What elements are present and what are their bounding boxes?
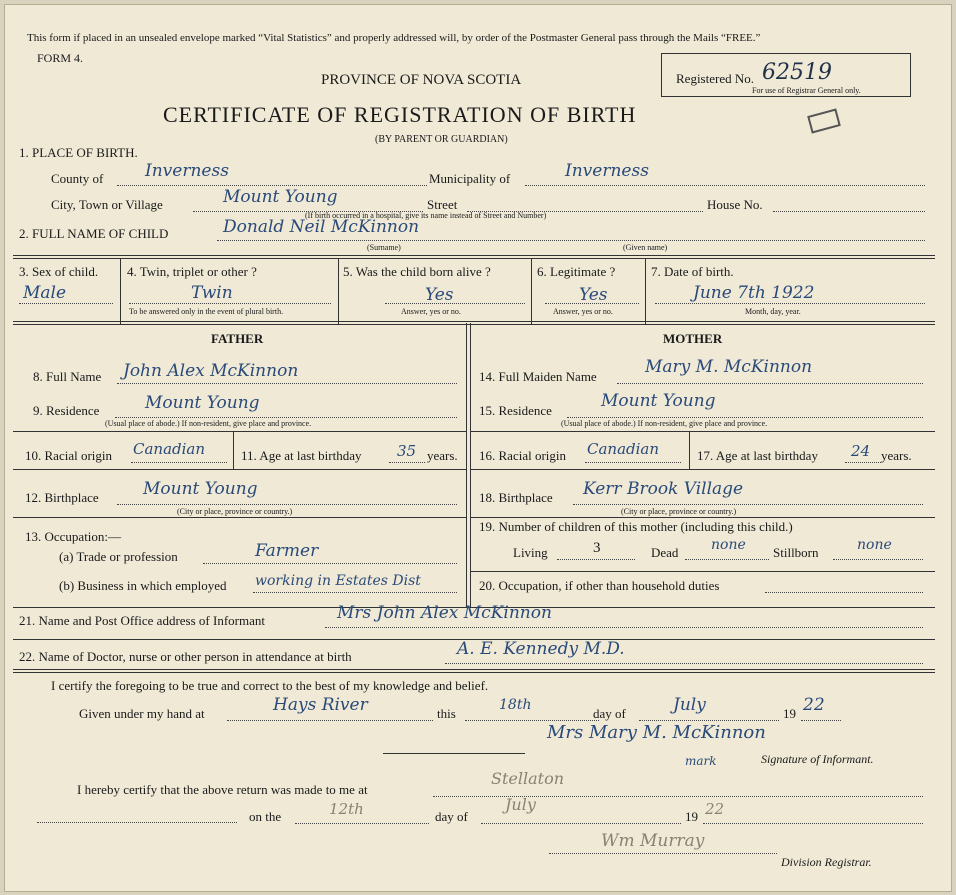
legitimate-value: Yes <box>579 285 608 305</box>
mother-residence-note: (Usual place of abode.) If non-resident, give place and province. <box>561 419 768 428</box>
registrar-day-value: 12th <box>329 800 364 818</box>
given-label: Given under my hand at <box>79 706 205 721</box>
registrar-signature-line <box>549 853 777 854</box>
given-year-line <box>801 720 841 721</box>
mother-age-value: 24 <box>851 442 871 460</box>
mother-residence-value: Mount Young <box>601 391 716 411</box>
father-age-line <box>389 462 425 463</box>
rule-mother-16-bottom <box>470 469 935 470</box>
alive-value: Yes <box>425 285 454 305</box>
registrar-year-line <box>703 823 923 824</box>
city-value: Mount Young <box>223 187 338 207</box>
doctor-value: A. E. Kennedy M.D. <box>457 639 625 659</box>
father-racial-value: Canadian <box>133 440 206 458</box>
father-age-unit: years. <box>427 448 458 463</box>
mother-heading: MOTHER <box>663 331 723 346</box>
alive-note: Answer, yes or no. <box>401 307 461 316</box>
municipality-label: Municipality of <box>429 171 511 186</box>
mother-racial-value: Canadian <box>587 440 660 458</box>
mother-stillborn-line <box>833 559 923 560</box>
father-trade-label: (a) Trade or profession <box>59 549 178 564</box>
mother-name-value: Mary M. McKinnon <box>645 357 813 377</box>
mother-racial-line <box>585 462 681 463</box>
mother-birthplace-line <box>573 504 923 505</box>
rule-row3-v4 <box>645 258 646 324</box>
given-year-prefix: 19 <box>783 706 796 721</box>
mother-birthplace-note: (City or place, province or country.) <box>621 507 737 516</box>
province-heading: PROVINCE OF NOVA SCOTIA <box>321 72 522 88</box>
father-name-label: 8. Full Name <box>33 369 102 384</box>
rule-mother-16-top <box>470 431 935 432</box>
alive-line <box>385 303 525 304</box>
given-year-value: 22 <box>803 695 825 715</box>
twin-value: Twin <box>191 283 233 303</box>
rule-row3-v1 <box>120 258 121 324</box>
rule-row3-v3 <box>531 258 532 324</box>
given-day-value: 18th <box>499 697 532 713</box>
county-line <box>117 185 427 186</box>
registrar-day-label: day of <box>435 809 468 824</box>
mother-age-label: 17. Age at last birthday <box>697 448 818 463</box>
child-name-line <box>217 240 925 241</box>
father-residence-value: Mount Young <box>145 393 260 413</box>
doctor-label: 22. Name of Doctor, nurse or other person in attendance at birth <box>19 649 352 664</box>
mother-occupation-label: 20. Occupation, if other than household duties <box>479 578 720 593</box>
twin-line <box>129 303 331 304</box>
house-line <box>773 211 925 212</box>
father-birthplace-note: (City or place, province or country.) <box>177 507 293 516</box>
registered-value: 62519 <box>762 60 832 85</box>
date-line <box>655 303 925 304</box>
alive-label: 5. Was the child born alive ? <box>343 264 491 279</box>
rule-father-12-bottom <box>13 517 466 518</box>
rubber-stamp-icon <box>805 105 845 139</box>
registrar-on-the: on the <box>249 809 282 824</box>
father-residence-label: 9. Residence <box>33 403 100 418</box>
father-residence-note: (Usual place of abode.) If non-resident, give place and province. <box>105 419 312 428</box>
mother-stillborn-value: none <box>857 537 892 553</box>
registrar-year-value: 22 <box>705 800 725 818</box>
mother-living-label: Living <box>513 545 548 560</box>
twin-note: To be answered only in the event of plural birth. <box>129 307 284 316</box>
father-birthplace-line <box>117 504 457 505</box>
mother-children-label: 19. Number of children of this mother (including this child.) <box>479 519 793 534</box>
informant-value: Mrs John Alex McKinnon <box>337 603 552 623</box>
father-racial-label: 10. Racial origin <box>25 448 113 463</box>
informant-mark: mark <box>685 754 717 768</box>
mother-residence-line <box>567 417 923 418</box>
father-age-value: 35 <box>397 442 417 460</box>
doctor-line <box>445 663 923 664</box>
city-label: City, Town or Village <box>51 197 163 212</box>
certificate-title: CERTIFICATE OF REGISTRATION OF BIRTH <box>163 102 637 127</box>
father-birthplace-value: Mount Young <box>143 479 258 499</box>
rule-mother-16-v <box>689 431 690 469</box>
registrar-statement: I hereby certify that the above return was made to me at <box>77 782 368 797</box>
municipality-line <box>525 185 925 186</box>
date-note: Month, day, year. <box>745 307 801 316</box>
mother-age-unit: years. <box>881 448 912 463</box>
informant-signature-caption: Signature of Informant. <box>761 752 874 766</box>
mother-dead-line <box>685 559 769 560</box>
street-note: (If birth occurred in a hospital, give its name instead of Street and Number) <box>305 211 547 220</box>
birth-certificate <box>4 4 952 892</box>
registrar-day-line <box>295 823 429 824</box>
mother-racial-label: 16. Racial origin <box>479 448 567 463</box>
rule-parents-divider-2 <box>470 323 471 607</box>
child-name-value: Donald Neil McKinnon <box>223 217 420 237</box>
registrar-month-line <box>481 823 681 824</box>
registered-label: Registered No. <box>676 71 754 86</box>
given-day-line <box>465 720 599 721</box>
registrar-lead-line <box>37 822 237 823</box>
twin-label: 4. Twin, triplet or other ? <box>127 264 257 279</box>
father-occupation-label: 13. Occupation:— <box>25 529 122 544</box>
county-value: Inverness <box>145 161 229 181</box>
father-business-line <box>253 592 457 593</box>
father-trade-value: Farmer <box>255 541 319 561</box>
father-heading: FATHER <box>211 331 264 346</box>
informant-signature: Mrs Mary M. McKinnon <box>547 722 766 743</box>
house-label: House No. <box>707 197 763 212</box>
father-name-line <box>117 383 457 384</box>
mother-name-line <box>617 383 923 384</box>
given-place-line <box>227 720 433 721</box>
registered-number-box <box>661 53 911 97</box>
registrar-place-value: Stellaton <box>491 769 564 788</box>
registrar-caption: Division Registrar. <box>781 855 872 869</box>
rule-signature-short <box>383 753 525 754</box>
rule-parents-divider <box>466 323 467 607</box>
informant-label: 21. Name and Post Office address of Informant <box>19 613 265 628</box>
municipality-value: Inverness <box>565 161 649 181</box>
rule-father-10-top <box>13 431 466 432</box>
legitimate-note: Answer, yes or no. <box>553 307 613 316</box>
given-month-line <box>639 720 779 721</box>
father-name-value: John Alex McKinnon <box>123 361 299 381</box>
county-label: County of <box>51 171 104 186</box>
mother-stillborn-label: Stillborn <box>773 545 819 560</box>
mother-name-label: 14. Full Maiden Name <box>479 369 597 384</box>
rule-mother-18-bottom <box>470 517 935 518</box>
certificate-subtitle: (BY PARENT OR GUARDIAN) <box>375 134 508 145</box>
father-trade-line <box>203 563 457 564</box>
rule-father-10-v <box>233 431 234 469</box>
rule-parents-top <box>13 321 935 325</box>
registrar-year-prefix: 19 <box>685 809 698 824</box>
postal-notice: This form if placed in an unsealed envelope marked “Vital Statistics” and properly addressed will, by order of the Postmaster General pass through the Mails “FREE.” <box>27 32 761 44</box>
street-label: Street <box>427 197 458 212</box>
child-name-label: 2. FULL NAME OF CHILD <box>19 226 169 241</box>
legitimate-label: 6. Legitimate ? <box>537 264 616 279</box>
mother-age-line <box>845 462 881 463</box>
given-month-value: July <box>673 695 706 715</box>
rule-row3-v2 <box>338 258 339 324</box>
father-residence-line <box>115 417 457 418</box>
mother-residence-label: 15. Residence <box>479 403 552 418</box>
given-this-label: this <box>437 706 456 721</box>
mother-birthplace-label: 18. Birthplace <box>479 490 553 505</box>
mother-birthplace-value: Kerr Brook Village <box>583 479 744 499</box>
mother-occupation-line <box>765 592 923 593</box>
rule-mother-19-bottom <box>470 571 935 572</box>
given-day-label: day of <box>593 706 626 721</box>
father-birthplace-label: 12. Birthplace <box>25 490 99 505</box>
rule-father-10-bottom <box>13 469 466 470</box>
sex-label: 3. Sex of child. <box>19 264 99 279</box>
given-place-value: Hays River <box>273 695 368 715</box>
place-heading: 1. PLACE OF BIRTH. <box>19 145 138 160</box>
registrar-signature: Wm Murray <box>601 831 705 851</box>
mother-dead-label: Dead <box>651 545 679 560</box>
father-racial-line <box>131 462 227 463</box>
given-name-caption: (Given name) <box>623 243 668 252</box>
mother-dead-value: none <box>711 537 746 553</box>
mother-living-value: 3 <box>593 540 601 556</box>
date-value: June 7th 1922 <box>693 283 815 303</box>
date-label: 7. Date of birth. <box>651 264 734 279</box>
father-business-value: working in Estates Dist <box>255 573 421 589</box>
sex-line <box>19 303 113 304</box>
surname-caption: (Surname) <box>367 243 401 252</box>
father-business-label: (b) Business in which employed <box>59 578 227 593</box>
informant-line <box>325 627 923 628</box>
form-number: FORM 4. <box>37 51 84 65</box>
sex-value: Male <box>23 283 67 303</box>
father-age-label: 11. Age at last birthday <box>241 448 362 463</box>
registrar-month-value: July <box>505 795 536 814</box>
rule-row3-top <box>13 255 935 259</box>
registrar-use-note: For use of Registrar General only. <box>752 86 861 95</box>
rule-doctor-bottom <box>13 669 935 673</box>
mother-living-line <box>557 559 635 560</box>
certify-statement: I certify the foregoing to be true and correct to the best of my knowledge and belief. <box>51 678 489 693</box>
